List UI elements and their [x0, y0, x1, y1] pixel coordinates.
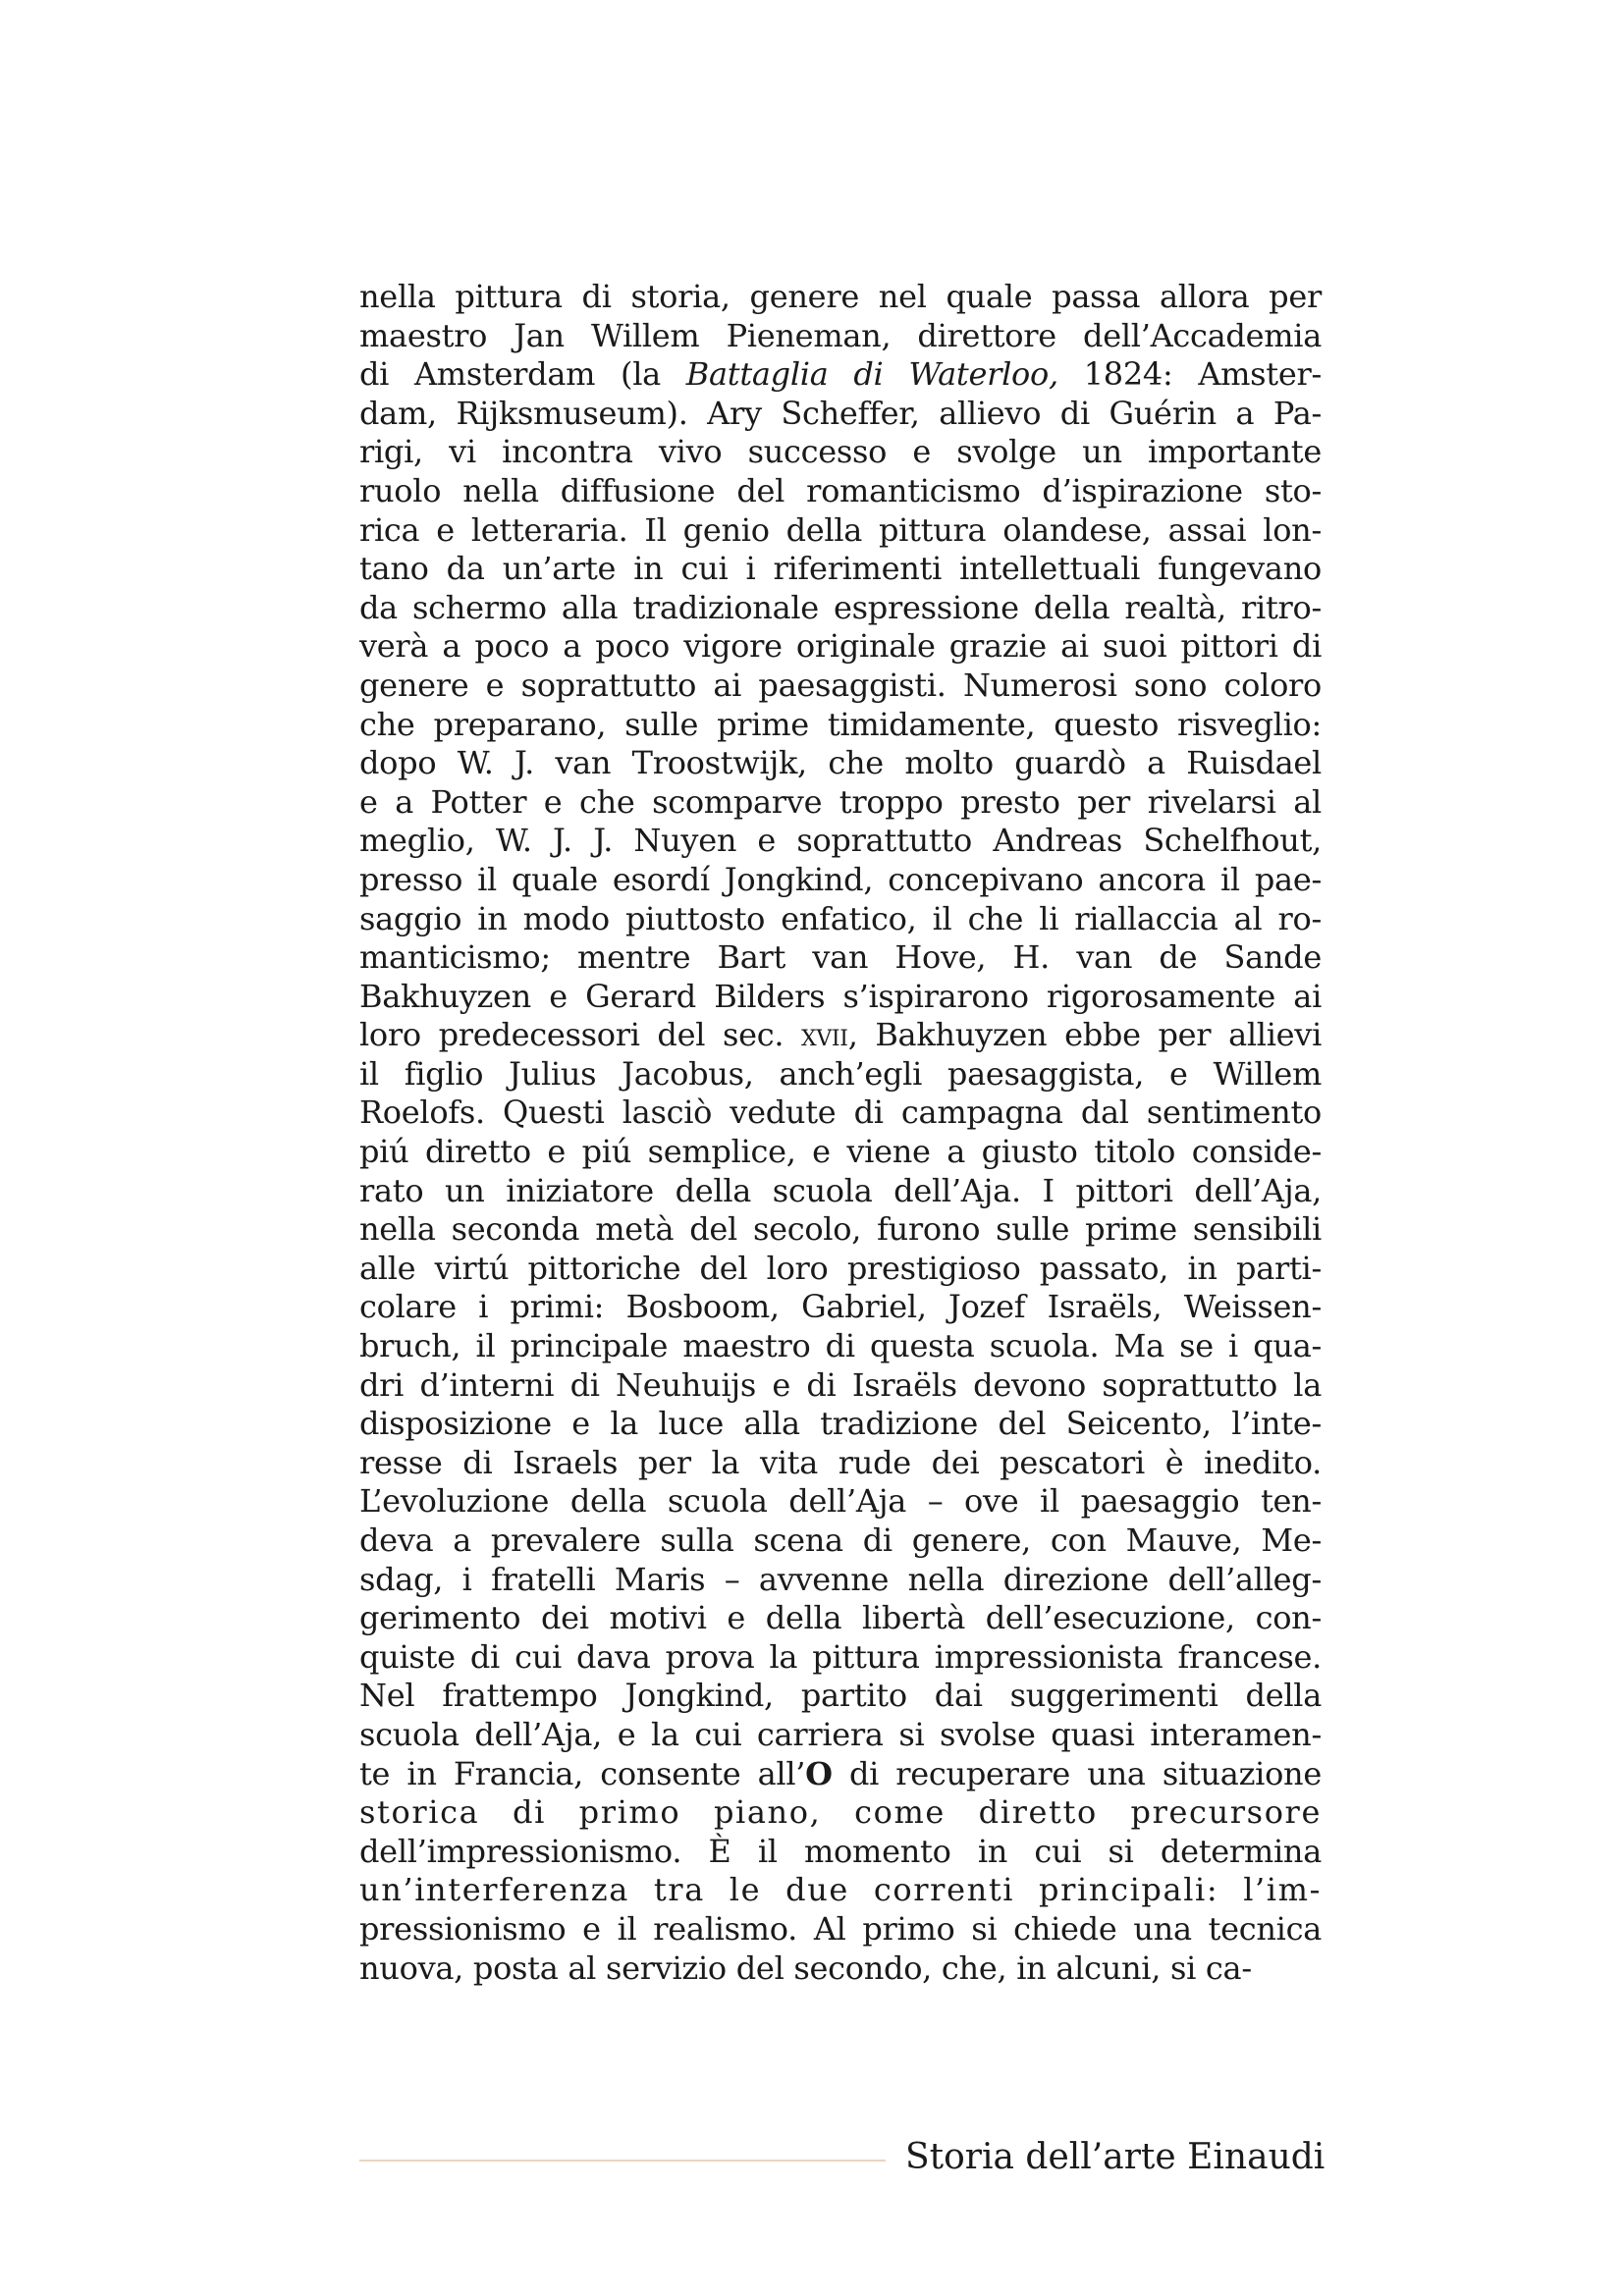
text-line: Nel frattempo Jongkind, partito dai suggerimenti della — [359, 1677, 1322, 1715]
text-line: rica e letteraria. Il genio della pittura olandese, assai lon- — [359, 510, 1322, 549]
text-line: gerimento dei motivi e della libertà dell’esecuzione, con- — [359, 1599, 1322, 1637]
text-line: pressionismo e il realismo. Al primo si chiede una tecnica — [359, 1909, 1322, 1948]
century-smallcaps: xvii — [800, 1016, 848, 1054]
text-line: scuola dell’Aja, e la cui carriera si svolse quasi interamen- — [359, 1715, 1322, 1753]
text-line: colare i primi: Bosboom, Gabriel, Jozef Israëls, Weissen- — [359, 1288, 1322, 1326]
text-line: te in Francia, consente all’O di recuperare una situazione — [359, 1754, 1322, 1792]
footer-rule — [359, 2160, 886, 2162]
text-line: dam, Rijksmuseum). Ary Scheffer, allievo di Guérin a Pa- — [359, 394, 1322, 432]
text-line: presso il quale esordí Jongkind, concepivano ancora il pae- — [359, 860, 1322, 898]
text-line: genere e soprattutto ai paesaggisti. Numerosi sono coloro — [359, 666, 1322, 704]
text-line: verà a poco a poco vigore originale grazie ai suoi pittori di — [359, 627, 1322, 666]
text-line: che preparano, sulle prime timidamente, questo risveglio: — [359, 705, 1322, 743]
text-line: piú diretto e piú semplice, e viene a giusto titolo conside- — [359, 1133, 1322, 1171]
text-line: nella seconda metà del secolo, furono sulle prime sensibili — [359, 1210, 1322, 1249]
text-line: nuova, posta al servizio del secondo, che, in alcuni, si ca- — [359, 1949, 1252, 1987]
text-line: dri d’interni di Neuhuijs e di Israëls devono soprattutto la — [359, 1365, 1322, 1404]
text-line: il figlio Julius Jacobus, anch’egli paesaggista, e Willem — [359, 1054, 1322, 1093]
italic-artwork-title: Battaglia di Waterloo, — [685, 355, 1058, 394]
text-line: L’evoluzione della scuola dell’Aja – ove il paesaggio ten- — [359, 1482, 1322, 1521]
text-line: nella pittura di storia, genere nel quale passa allora per — [359, 278, 1322, 315]
bold-entry-letter: O — [805, 1754, 833, 1792]
text-line: da schermo alla tradizionale espressione della realtà, ritro- — [359, 588, 1322, 626]
text-line: rigi, vi incontra vivo successo e svolge un importante — [359, 433, 1322, 471]
text-line: sdag, i fratelli Maris – avvenne nella direzione dell’alleg- — [359, 1560, 1322, 1598]
text-line: e a Potter e che scomparve troppo presto per rivelarsi al — [359, 782, 1322, 821]
text-line: dell’impressionismo. È il momento in cui si determina — [359, 1832, 1322, 1870]
text-line: saggio in modo piuttosto enfatico, il che li riallaccia al ro- — [359, 899, 1322, 937]
text-line: dopo W. J. van Troostwijk, che molto guardò a Ruisdael — [359, 744, 1322, 782]
text-line: deva a prevalere sulla scena di genere, con Mauve, Me- — [359, 1522, 1322, 1559]
text-line: un’interferenza tra le due correnti principali: l’im- — [359, 1871, 1322, 1909]
text-line: resse di Israels per la vita rude dei pescatori è inedito. — [359, 1443, 1322, 1481]
text-line: disposizione e la luce alla tradizione del Seicento, l’inte- — [359, 1405, 1322, 1443]
text-line: ruolo nella diffusione del romanticismo d’ispirazione sto- — [359, 471, 1322, 509]
text-line: alle virtú pittoriche del loro prestigioso passato, in parti- — [359, 1249, 1322, 1287]
text-line: bruch, il principale maestro di questa scuola. Ma se i qua- — [359, 1327, 1322, 1365]
text-line: loro predecessori del sec. xvii, Bakhuyzen ebbe per allievi — [359, 1016, 1322, 1054]
body-text — [359, 278, 1322, 1988]
text-line: quiste di cui dava prova la pittura impressionista francese. — [359, 1637, 1322, 1676]
text-line: rato un iniziatore della scuola dell’Aja. I pittori dell’Aja, — [359, 1171, 1322, 1209]
text-line: maestro Jan Willem Pieneman, direttore dell’Accademia — [359, 316, 1322, 354]
text-line: Bakhuyzen e Gerard Bilders s’ispirarono rigorosamente ai — [359, 977, 1322, 1015]
footer-publisher-title: Storia dell’arte Einaudi — [905, 2137, 1325, 2177]
text-line: di Amsterdam (la Battaglia di Waterloo, 1824: Amster- — [359, 355, 1322, 394]
text-line: tano da un’arte in cui i riferimenti intellettuali fungevano — [359, 550, 1322, 588]
text-line: Roelofs. Questi lasciò vedute di campagna dal sentimento — [359, 1094, 1322, 1132]
text-line: storica di primo piano, come diretto precursore — [359, 1793, 1322, 1832]
text-line: manticismo; mentre Bart van Hove, H. van de Sande — [359, 938, 1322, 977]
text-line: meglio, W. J. J. Nuyen e soprattutto Andreas Schelfhout, — [359, 822, 1322, 860]
